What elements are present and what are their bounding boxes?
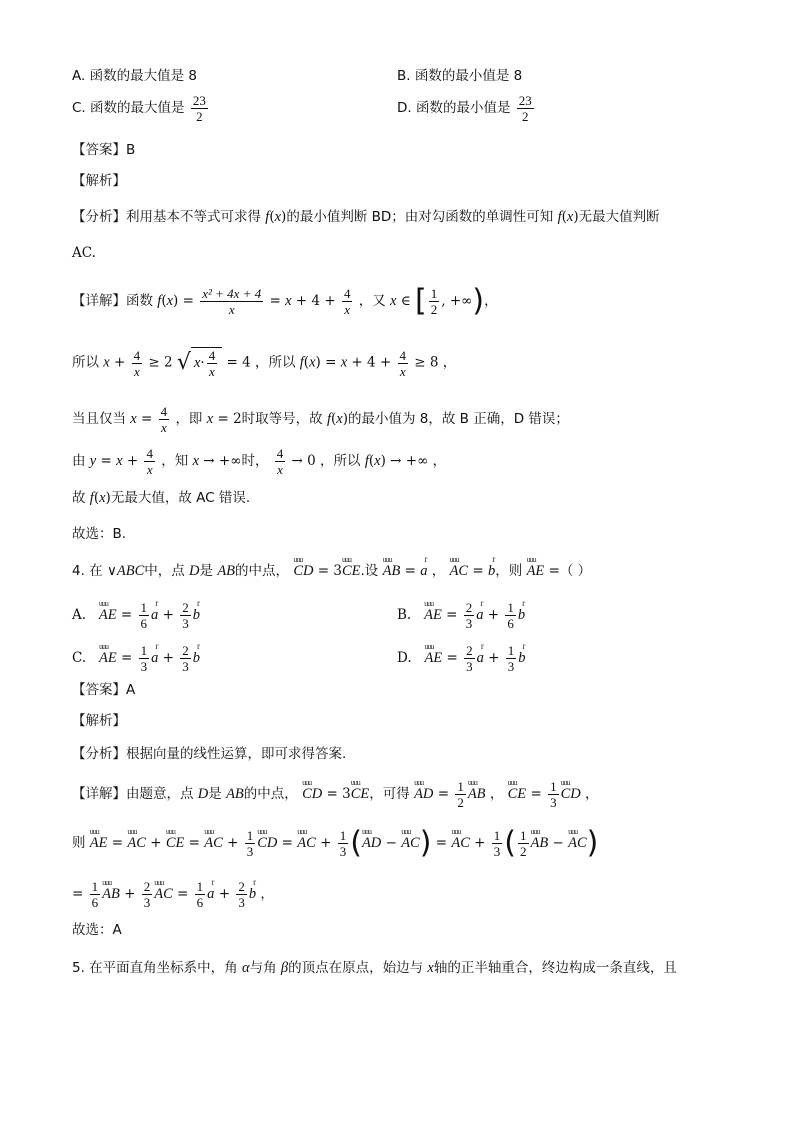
answer-label: 【答案】B bbox=[72, 142, 136, 158]
option-a-text: A. 函数的最大值是 8 bbox=[72, 68, 197, 84]
option-c bbox=[72, 93, 210, 124]
choose-line: 故选：A bbox=[72, 922, 122, 938]
analysis-text-cont: AC. bbox=[72, 245, 96, 261]
detail-line-3: 当且仅当 x = $\frac{4}{x}$ ，即 x = 2时取等号，故 f(x)的最小值为 8，故 B 正确，D 错误； bbox=[72, 404, 569, 435]
q4-detail-line-3: = $\frac{1}{6}$ uuu AB + $\frac{2}{3}$ uuu AC = $\frac{1}{6}$ r a + $\frac{2}{3}$ r b ， bbox=[72, 879, 274, 910]
option-d-text: D. 函数的最小值是 bbox=[397, 100, 511, 116]
option-b-text: B. 函数的最小值是 8 bbox=[397, 68, 523, 84]
fraction: $\frac{23}{2}$ bbox=[192, 93, 206, 124]
analysis-label: 【解析】 bbox=[72, 173, 126, 189]
question-4-stem: 4. 在 ∨ABC中，点 D是 AB的中点， uuu CD = 3uuu CE.设 uuu AB = r a ， uuu AC = r b，则 uuu AE =（ ） bbox=[72, 561, 591, 581]
choose-line: 故选：B. bbox=[72, 526, 127, 542]
analysis-label: 【解析】 bbox=[72, 713, 126, 729]
q4-option-a: A. uuu AE = $\frac{1}{6}$ r a + $\frac{2}{3}$ r b bbox=[72, 600, 200, 631]
option-b bbox=[397, 66, 522, 86]
question-5-stem: 5. 在平面直角坐标系中，角 α与角 β的顶点在原点，始边与 x轴的正半轴重合，终边构成一条直线，且 bbox=[72, 960, 677, 976]
q4-detail-line-2: 则 uuu AE = uuu AC + uuu CE = uuu AC + $\frac{1}{3}$ uuu CD = uuu AC + $\frac{1}{3}$ (uuu AD − uuu AC) = uuu AC + $\frac{1}{3}$ ( $\frac{1}{2}$ uuu AB − uuu AC) bbox=[72, 828, 598, 859]
answer-label: 【答案】A bbox=[72, 682, 136, 698]
q4-detail-line-1: 【详解】由题意，点 D是 AB的中点， uuu CD = 3uuu CE，可得 uuu AD = $\frac{1}{2}$ uuu AB ， uuu CE = $\frac{1}{3}$ uuu CD ， bbox=[72, 779, 599, 810]
q4-option-c: C. uuu AE = $\frac{1}{3}$ r a + $\frac{2}{3}$ r b bbox=[72, 643, 200, 674]
option-c-text: C. 函数的最大值是 bbox=[72, 100, 185, 116]
q4-option-b: B. uuu AE = $\frac{2}{3}$ r a + $\frac{1}{6}$ r b bbox=[397, 600, 525, 631]
analysis-text: 【分析】根据向量的线性运算，即可求得答案. bbox=[72, 746, 347, 762]
q4-option-d: D. uuu AE = $\frac{2}{3}$ r a + $\frac{1}{3}$ r b bbox=[397, 643, 526, 674]
detail-line-2: 所以 x + $\frac{4}{x}$ ≥ 2 √ x· $\frac{4}{x}$ = 4 ，所以 f(x) = x + 4 + $\frac{4}{x}$ ≥ 8 ， bbox=[72, 347, 457, 379]
detail-line-4: 由 y = x + $\frac{4}{x}$ ，知 x → +∞时， $\frac{4}{x}$ → 0 ，所以 f(x) → +∞ ， bbox=[72, 446, 447, 477]
analysis-text: 【分析】利用基本不等式可求得 f(x)的最小值判断 BD；由对勾函数的单调性可知 f(x)无最大值判断 bbox=[72, 209, 660, 225]
detail-line-1: 【详解】函数 f(x) = $\frac{\text{x² + 4x + 4}}{x}$ = x + 4 + $\frac{4}{x}$ ，又 x ∈ [ $\frac{1}{2}$ , +∞)， bbox=[72, 283, 498, 319]
option-a bbox=[72, 66, 197, 86]
option-d bbox=[397, 93, 536, 124]
detail-line-5: 故 f(x)无最大值，故 AC 错误. bbox=[72, 490, 251, 506]
fraction: $\frac{23}{2}$ bbox=[518, 93, 532, 124]
